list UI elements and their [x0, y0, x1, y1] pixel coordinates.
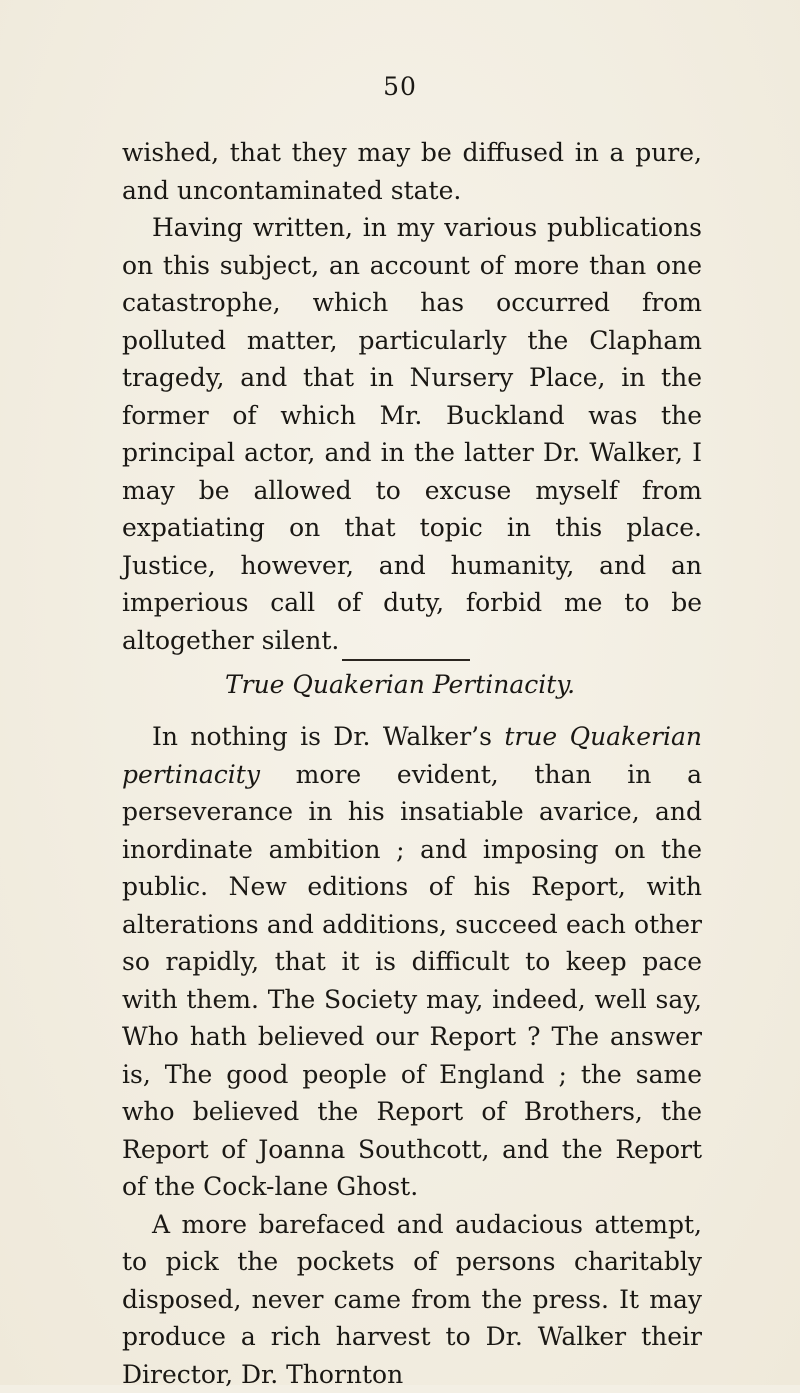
- section-heading: True Quakerian Pertinacity.: [0, 666, 800, 704]
- paragraph-in-nothing: [122, 718, 702, 1206]
- paragraph-barefaced: A more barefaced and audacious attempt, to pick the pockets of persons charitably disposed, never came from the press. It may produce a rich harvest to Dr. Walker their Director, Dr. Thornton: [122, 1206, 702, 1393]
- text-block-section: [122, 718, 702, 1393]
- paragraph-in-nothing-rest: more evident, than in a perseverance in his insatiable avarice, and inordinate ambition ; and imposing on the public. New editions of his Report, with alterations and additions, succeed each other so rapidly, that it is difficult to keep pace with them. The Society may, indeed, well say, Who hath believed our Report ? The answer is, The good people of England ; the same who believed the Report of Brothers, the Report of Joanna Southcott, and the Report of the Cock-lane Ghost.: [122, 760, 702, 1202]
- text-block-top: [122, 134, 702, 659]
- paragraph-in-nothing-start: In nothing is Dr. Walker’s: [152, 722, 504, 751]
- paragraph-having-written: Having written, in my various publications on this subject, an account of more than one catastrophe, which has occurred from polluted matter, particularly the Clapham tragedy, and that in Nursery Place, in the former of which Mr. Buckland was the principal actor, and in the latter Dr. Walker, I may be allowed to excuse myself from expatiating on that topic in this place. Justice, however, and humanity, and an imperious call of duty, forbid me to be altogether silent.: [122, 209, 702, 659]
- section-divider: [342, 659, 470, 661]
- paragraph-continuation: wished, that they may be diffused in a pure, and uncontaminated state.: [122, 134, 702, 209]
- emphasis-true-quakerian-pertinacity: true Quakerian pertinacity: [122, 722, 702, 789]
- page-number: 50: [0, 72, 800, 101]
